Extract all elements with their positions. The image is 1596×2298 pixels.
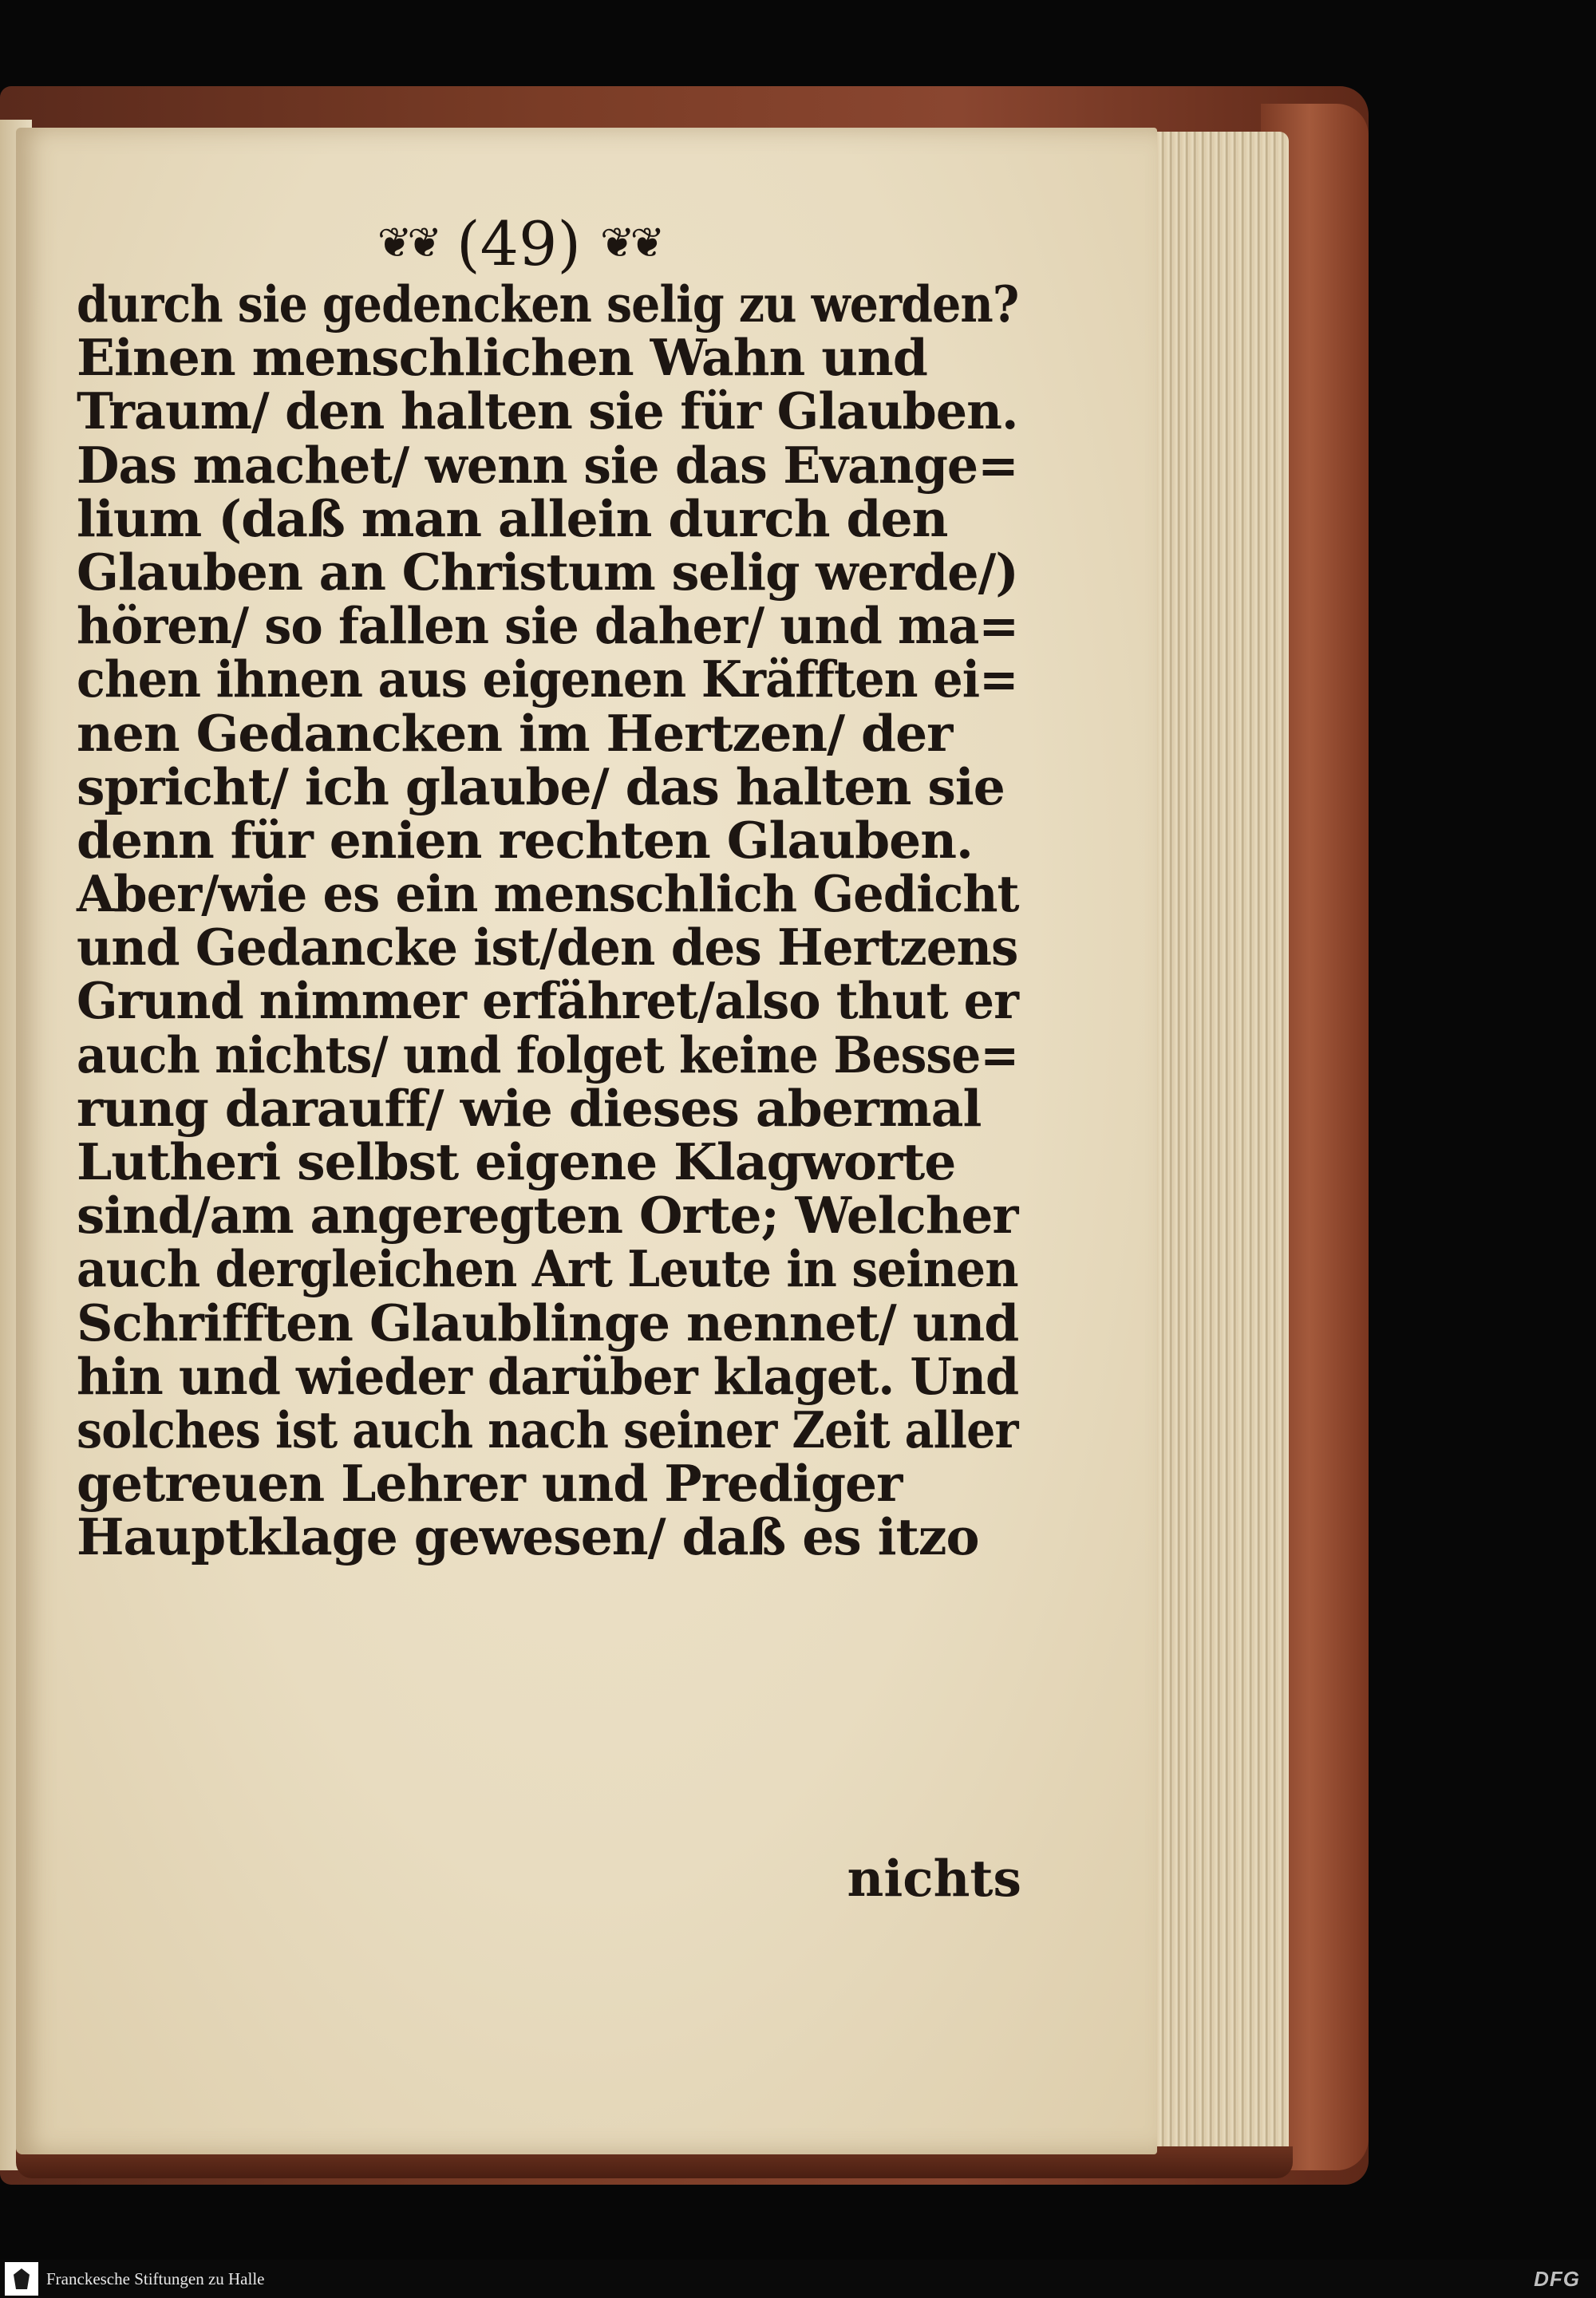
text-line (77, 1239, 1018, 1299)
text-line (77, 1400, 1018, 1459)
text-line (77, 756, 1018, 816)
text-line-content: hören/ so fallen sie daher/ und ma= (77, 596, 1019, 656)
text-line-content: auch dergleichen Art Leute in seinen (77, 1239, 1018, 1299)
text-line-content: Glauben an Christum selig werde/) (77, 542, 1018, 602)
text-line (77, 488, 1018, 548)
ornament-left-icon: ❦❦ (377, 219, 437, 267)
text-line (77, 864, 1019, 924)
catchword: nichts (847, 1849, 1021, 1908)
text-line-content: Aber/wie es ein menschlich Gedicht (77, 864, 1019, 924)
text-line-content: Lutheri selbst eigene Klagworte (77, 1132, 956, 1191)
text-line-content: Das machet/ wenn sie das Evange= (77, 435, 1018, 495)
text-line-content: Hauptklage gewesen/ daß es itzo (77, 1507, 979, 1567)
text-line-content: lium (daß man allein durch den (77, 488, 948, 548)
text-line-content: Schrifften Glaublinge nennet/ und (77, 1293, 1019, 1352)
text-line (77, 381, 1018, 441)
text-line-content: nen Gedancken im Hertzen/ der (77, 703, 953, 763)
text-line-content: Einen menschlichen Wahn und (77, 328, 927, 388)
text-line (77, 1293, 1019, 1352)
text-line-content: und Gedancke ist/den des Hertzens (77, 918, 1018, 977)
text-line (77, 650, 1018, 709)
text-line (77, 596, 1019, 656)
footer-institution-group (0, 2262, 265, 2296)
text-line-content: rung darauff/ wie dieses abermal (77, 1078, 982, 1138)
text-line-content: sind/am angeregten Orte; Welcher (77, 1186, 1018, 1246)
text-line (77, 703, 1018, 763)
text-line-content: solches ist auch nach seiner Zeit aller (77, 1400, 1018, 1459)
text-line (77, 1025, 1019, 1084)
page-header (319, 203, 718, 283)
text-line-content: getreuen Lehrer und Prediger (77, 1454, 903, 1514)
page-edges (1157, 132, 1289, 2158)
text-line-content: Grund nimmer erfähret/also thut er (77, 971, 1018, 1031)
text-line (77, 918, 1018, 977)
text-line-content: auch nichts/ und folget keine Besse= (77, 1025, 1019, 1084)
text-line-content: denn für enien rechten Glauben. (77, 810, 973, 870)
text-line (77, 1346, 1019, 1406)
ornament-right-icon: ❦❦ (600, 219, 661, 267)
text-line (77, 1078, 1018, 1138)
text-line (77, 1186, 1018, 1246)
page-number: (49) (456, 207, 581, 279)
text-line (77, 810, 1018, 870)
text-line (77, 1132, 1018, 1191)
text-line-content: durch sie gedencken selig zu werden? (77, 274, 1019, 334)
text-line (77, 542, 1018, 602)
text-line-content: Traum/ den halten sie für Glauben. (77, 381, 1018, 441)
footer-institution-name: Franckesche Stiftungen zu Halle (46, 2268, 265, 2288)
text-line (77, 328, 1018, 388)
dfg-logo: DFG (1534, 2266, 1580, 2291)
text-line (77, 435, 1018, 495)
footer-bar (0, 2260, 1596, 2298)
text-line (77, 1507, 1018, 1567)
text-line-content: chen ihnen aus eigenen Kräfften ei= (77, 650, 1018, 709)
text-line (77, 274, 1019, 334)
text-line (77, 971, 1018, 1031)
institution-logo-icon (5, 2262, 38, 2296)
body-text (77, 274, 1019, 1567)
text-line-content: spricht/ ich glaube/ das halten sie (77, 756, 1005, 816)
text-line-content: hin und wieder darüber klaget. Und (77, 1346, 1019, 1406)
text-line (77, 1454, 1018, 1514)
